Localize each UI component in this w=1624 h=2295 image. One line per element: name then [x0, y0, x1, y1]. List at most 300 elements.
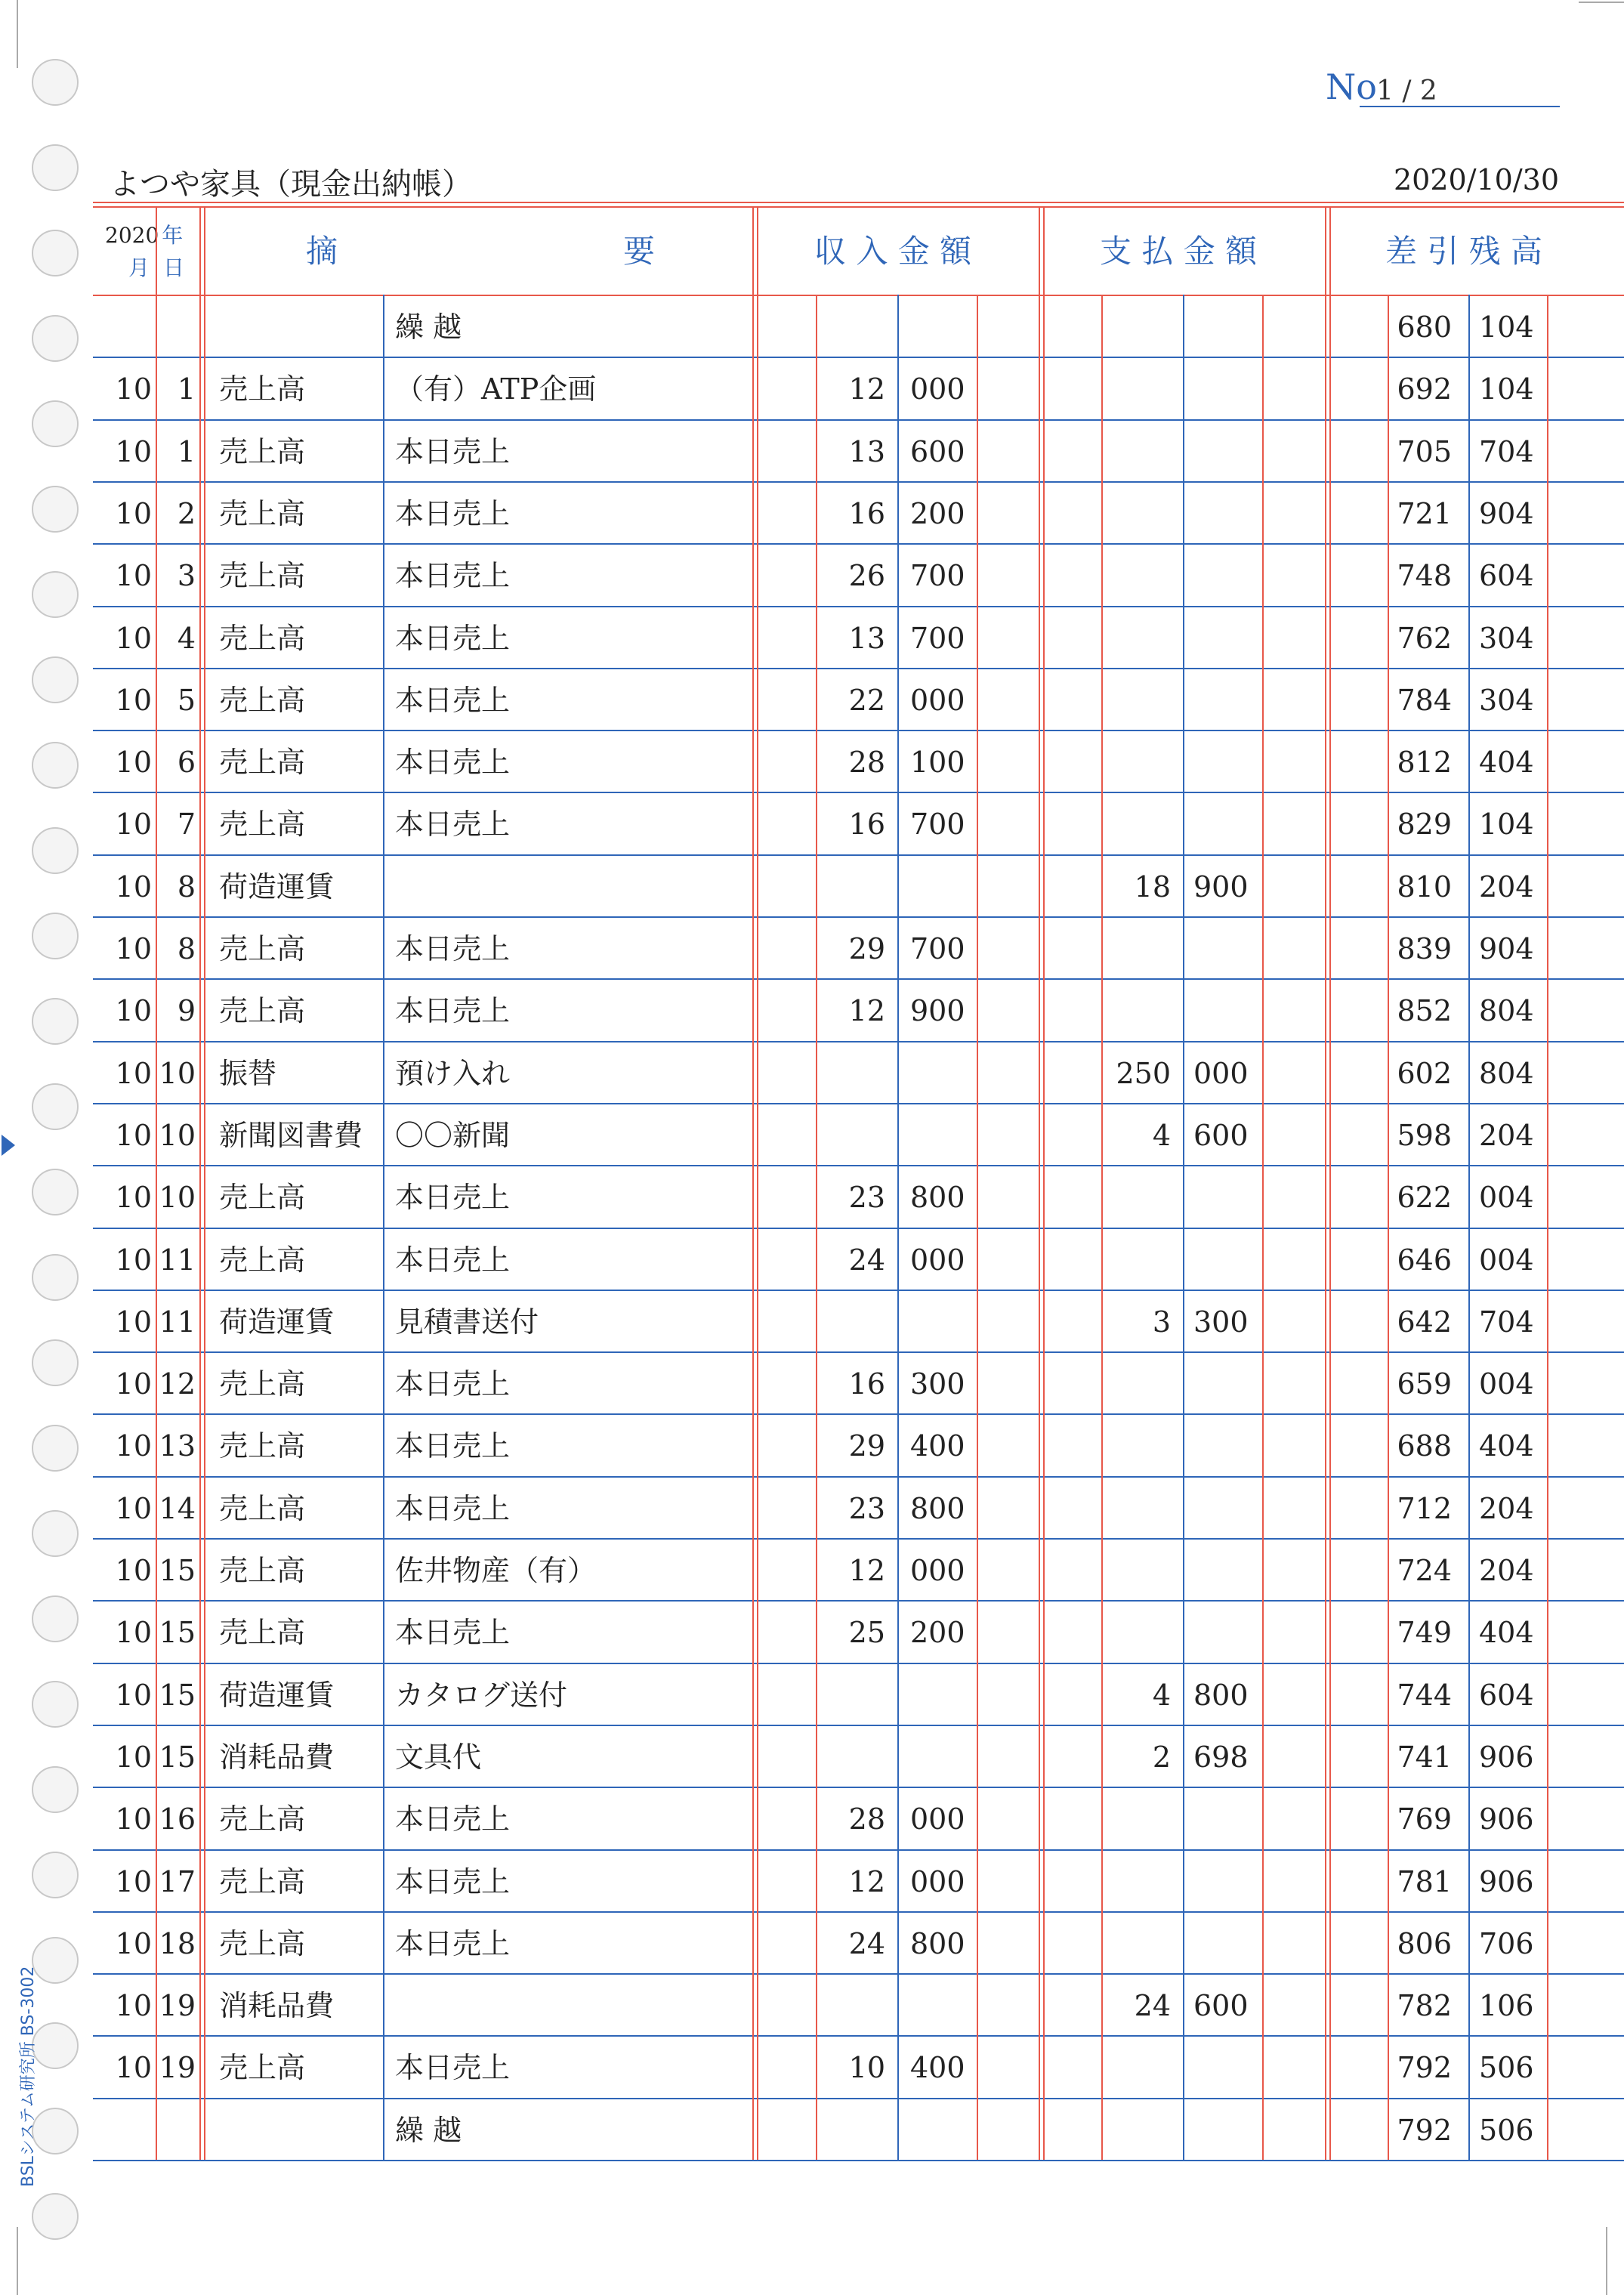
binder-hole — [32, 230, 79, 276]
day-cell: 8 — [177, 932, 196, 965]
grid-line — [93, 1165, 1624, 1166]
binder-hole — [32, 1852, 79, 1898]
grid-line — [93, 916, 1624, 918]
grid-line — [816, 295, 817, 2160]
description-cell: 本日売上 — [395, 1926, 511, 1960]
balance-thousands-cell: 721 — [1397, 496, 1452, 530]
binder-hole — [32, 1339, 79, 1386]
grid-line — [93, 419, 1624, 421]
balance-thousands-cell: 782 — [1397, 1989, 1452, 2023]
description-cell: 預け入れ — [395, 1056, 511, 1090]
payment-units-cell: 800 — [1193, 1678, 1249, 1712]
side-label: BSLシステム研究所 BS-3002 — [19, 1966, 38, 2187]
payment-header: 支 払 金 額 — [1100, 233, 1258, 270]
day-cell: 2 — [177, 496, 196, 530]
day-cell: 15 — [159, 1678, 196, 1712]
month-cell: 10 — [115, 1864, 152, 1898]
grid-line — [93, 1103, 1624, 1104]
page-number-label — [1326, 66, 1377, 107]
category-cell: 売上高 — [219, 1243, 306, 1277]
income-thousands-cell: 29 — [848, 932, 885, 965]
income-thousands-cell: 10 — [848, 2051, 885, 2085]
binder-hole — [32, 59, 79, 106]
category-cell: 新聞図書費 — [219, 1118, 363, 1152]
income-units-cell: 700 — [910, 808, 965, 842]
balance-thousands-cell: 741 — [1397, 1740, 1452, 1774]
binder-hole — [32, 486, 79, 533]
grid-line — [156, 206, 157, 2160]
category-cell: 売上高 — [219, 1554, 306, 1587]
month-cell: 10 — [115, 1989, 152, 2023]
grid-line — [93, 2160, 1624, 2161]
description-cell: 本日売上 — [395, 746, 511, 780]
day-cell: 16 — [159, 1802, 196, 1836]
grid-line — [1039, 206, 1040, 2160]
binder-hole — [32, 998, 79, 1045]
income-units-cell: 000 — [910, 1864, 965, 1898]
month-cell: 10 — [115, 434, 152, 468]
grid-line — [757, 206, 758, 2160]
balance-units-cell: 304 — [1479, 683, 1534, 717]
category-cell: 売上高 — [219, 1926, 306, 1960]
balance-thousands-cell: 749 — [1397, 1616, 1452, 1650]
day-cell: 12 — [159, 1367, 196, 1401]
month-cell: 10 — [115, 496, 152, 530]
description-cell: 本日売上 — [395, 1491, 511, 1525]
grid-line — [93, 1351, 1624, 1353]
balance-units-cell: 004 — [1479, 1367, 1534, 1401]
income-thousands-cell: 26 — [848, 559, 885, 593]
description-cell: 本日売上 — [395, 683, 511, 717]
month-cell: 10 — [115, 932, 152, 965]
balance-thousands-cell: 646 — [1397, 1243, 1452, 1277]
grid-line — [93, 1228, 1624, 1229]
month-cell: 10 — [115, 808, 152, 842]
balance-units-cell: 004 — [1479, 1243, 1534, 1277]
grid-line — [93, 357, 1624, 358]
category-cell: 売上高 — [219, 808, 306, 842]
month-cell: 10 — [115, 1554, 152, 1587]
grid-line — [93, 2035, 1624, 2037]
month-cell: 10 — [115, 1429, 152, 1463]
balance-units-cell: 404 — [1479, 746, 1534, 780]
grid-line — [1547, 295, 1548, 2160]
grid-line — [93, 1538, 1624, 1540]
binder-hole — [32, 1937, 79, 1984]
income-units-cell: 700 — [910, 621, 965, 655]
grid-line — [93, 792, 1624, 793]
income-units-cell: 300 — [910, 1367, 965, 1401]
category-cell: 売上高 — [219, 746, 306, 780]
balance-thousands-cell: 806 — [1397, 1926, 1452, 1960]
category-cell: 振替 — [219, 1056, 277, 1090]
grid-line — [1325, 206, 1326, 2160]
day-cell: 19 — [159, 1989, 196, 2023]
month-cell: 10 — [115, 746, 152, 780]
year-value: 2020 — [105, 223, 159, 248]
grid-line — [93, 1849, 1624, 1851]
balance-thousands-cell: 688 — [1397, 1429, 1452, 1463]
grid-line — [93, 978, 1624, 980]
grid-line — [93, 1973, 1624, 1975]
balance-units-cell: 804 — [1479, 994, 1534, 1028]
binder-hole — [32, 2108, 79, 2154]
income-thousands-cell: 28 — [848, 1802, 885, 1836]
page-number: 1 / 2 — [1376, 76, 1437, 107]
description-cell: 本日売上 — [395, 1802, 511, 1836]
grid-line — [1043, 206, 1045, 2160]
income-thousands-cell: 16 — [848, 496, 885, 530]
month-mark: 月 — [128, 255, 150, 280]
grid-line — [93, 1663, 1624, 1664]
balance-thousands-cell: 724 — [1397, 1554, 1452, 1587]
day-cell: 8 — [177, 870, 196, 903]
income-units-cell: 800 — [910, 1926, 965, 1960]
binder-hole — [32, 1510, 79, 1557]
balance-thousands-cell: 692 — [1397, 372, 1452, 406]
description-header-right: 要 — [623, 233, 656, 270]
year-label — [105, 219, 183, 249]
balance-thousands-cell: 784 — [1397, 683, 1452, 717]
income-thousands-cell: 28 — [848, 746, 885, 780]
balance-thousands-cell: 680 — [1397, 310, 1452, 344]
balance-units-cell: 304 — [1479, 621, 1534, 655]
description-cell: 本日売上 — [395, 808, 511, 842]
balance-thousands-cell: 642 — [1397, 1305, 1452, 1339]
grid-line — [383, 295, 384, 2160]
binder-hole — [32, 571, 79, 618]
description-cell: （有）ATP企画 — [395, 372, 597, 406]
category-cell: 荷造運賃 — [219, 1305, 335, 1339]
income-thousands-cell: 24 — [848, 1926, 885, 1960]
income-units-cell: 400 — [910, 1429, 965, 1463]
description-header-left: 摘 — [306, 233, 338, 270]
category-cell: 売上高 — [219, 683, 306, 717]
month-cell: 10 — [115, 1056, 152, 1090]
income-thousands-cell: 29 — [848, 1429, 885, 1463]
month-cell: 10 — [115, 1926, 152, 1960]
payment-units-cell: 900 — [1193, 870, 1249, 903]
description-cell: 〇〇新聞 — [395, 1118, 511, 1152]
binder-hole — [32, 827, 79, 874]
income-units-cell: 200 — [910, 1616, 965, 1650]
day-cell: 13 — [159, 1429, 196, 1463]
grid-line — [93, 1725, 1624, 1726]
payment-units-cell: 698 — [1193, 1740, 1249, 1774]
grid-line — [93, 202, 1624, 203]
balance-units-cell: 104 — [1479, 372, 1534, 406]
grid-line — [1183, 295, 1184, 2160]
category-cell: 売上高 — [219, 621, 306, 655]
payment-thousands-cell: 250 — [1116, 1056, 1171, 1090]
grid-line — [93, 481, 1624, 483]
balance-units-cell: 706 — [1479, 1926, 1534, 1960]
category-cell: 売上高 — [219, 932, 306, 965]
month-cell: 10 — [115, 1181, 152, 1215]
month-cell: 10 — [115, 994, 152, 1028]
income-thousands-cell: 24 — [848, 1243, 885, 1277]
grid-line — [93, 1413, 1624, 1415]
month-cell: 10 — [115, 1305, 152, 1339]
category-cell: 売上高 — [219, 1864, 306, 1898]
income-thousands-cell: 23 — [848, 1181, 885, 1215]
binder-hole — [32, 1083, 79, 1130]
income-units-cell: 800 — [910, 1181, 965, 1215]
income-units-cell: 000 — [910, 372, 965, 406]
month-cell: 10 — [115, 1802, 152, 1836]
balance-units-cell: 906 — [1479, 1740, 1534, 1774]
income-thousands-cell: 22 — [848, 683, 885, 717]
grid-line — [1101, 295, 1103, 2160]
balance-thousands-cell: 769 — [1397, 1802, 1452, 1836]
category-cell: 売上高 — [219, 2051, 306, 2085]
binder-hole — [32, 315, 79, 362]
day-cell: 1 — [177, 372, 196, 406]
description-cell: 本日売上 — [395, 1367, 511, 1401]
day-cell: 14 — [159, 1491, 196, 1525]
month-cell: 10 — [115, 1616, 152, 1650]
binder-hole — [32, 742, 79, 789]
grid-line — [93, 206, 1624, 208]
grid-line — [93, 730, 1624, 731]
day-cell: 15 — [159, 1740, 196, 1774]
month-cell: 10 — [115, 1243, 152, 1277]
income-units-cell: 000 — [910, 1554, 965, 1587]
corner-mark — [1579, 0, 1624, 3]
income-units-cell: 100 — [910, 746, 965, 780]
category-cell: 消耗品費 — [219, 1989, 335, 2023]
grid-line — [1262, 295, 1264, 2160]
income-header: 収 入 金 額 — [814, 233, 972, 270]
balance-units-cell: 404 — [1479, 1616, 1534, 1650]
income-units-cell: 000 — [910, 1802, 965, 1836]
ledger-date: 2020/10/30 — [1394, 163, 1560, 196]
description-cell: 繰 越 — [395, 310, 462, 344]
income-units-cell: 700 — [910, 932, 965, 965]
category-cell: 売上高 — [219, 372, 306, 406]
description-cell: 本日売上 — [395, 434, 511, 468]
balance-units-cell: 204 — [1479, 1118, 1534, 1152]
category-cell: 売上高 — [219, 496, 306, 530]
payment-units-cell: 600 — [1193, 1118, 1249, 1152]
income-thousands-cell: 16 — [848, 808, 885, 842]
month-cell: 10 — [115, 621, 152, 655]
payment-units-cell: 300 — [1193, 1305, 1249, 1339]
balance-units-cell: 506 — [1479, 2113, 1534, 2147]
balance-thousands-cell: 598 — [1397, 1118, 1452, 1152]
grid-line — [897, 295, 899, 2160]
category-cell: 売上高 — [219, 1367, 306, 1401]
month-cell: 10 — [115, 1118, 152, 1152]
balance-thousands-cell: 748 — [1397, 559, 1452, 593]
binder-hole — [32, 1169, 79, 1215]
balance-thousands-cell: 602 — [1397, 1056, 1452, 1090]
grid-line — [93, 854, 1624, 856]
month-cell: 10 — [115, 1491, 152, 1525]
grid-line — [93, 1476, 1624, 1478]
day-cell: 1 — [177, 434, 196, 468]
day-cell: 15 — [159, 1616, 196, 1650]
description-cell: 本日売上 — [395, 994, 511, 1028]
page-number-underline — [1360, 106, 1560, 107]
binder-hole — [32, 2193, 79, 2240]
description-cell: 本日売上 — [395, 1181, 511, 1215]
month-cell: 10 — [115, 1367, 152, 1401]
income-units-cell: 900 — [910, 994, 965, 1028]
binder-hole — [32, 2022, 79, 2069]
description-cell: 本日売上 — [395, 1243, 511, 1277]
balance-thousands-cell: 792 — [1397, 2051, 1452, 2085]
day-mark: 日 — [163, 255, 185, 280]
balance-thousands-cell: 744 — [1397, 1678, 1452, 1712]
description-cell: 佐井物産（有） — [395, 1554, 597, 1587]
binder-hole — [32, 1766, 79, 1813]
category-cell: 荷造運賃 — [219, 870, 335, 903]
category-cell: 売上高 — [219, 434, 306, 468]
income-units-cell: 700 — [910, 559, 965, 593]
income-thousands-cell: 12 — [848, 994, 885, 1028]
day-cell: 3 — [177, 559, 196, 593]
binder-hole — [32, 656, 79, 703]
year-mark: 年 — [162, 223, 184, 248]
balance-units-cell: 104 — [1479, 808, 1534, 842]
grid-line — [93, 606, 1624, 607]
balance-units-cell: 604 — [1479, 559, 1534, 593]
income-units-cell: 200 — [910, 496, 965, 530]
corner-mark — [0, 2227, 18, 2295]
corner-mark — [0, 0, 18, 68]
payment-thousands-cell: 3 — [1152, 1305, 1171, 1339]
category-cell: 荷造運賃 — [219, 1678, 335, 1712]
balance-units-cell: 204 — [1479, 870, 1534, 903]
income-units-cell: 800 — [910, 1491, 965, 1525]
payment-thousands-cell: 18 — [1134, 870, 1171, 903]
grid-line — [93, 1290, 1624, 1291]
grid-line — [204, 206, 205, 2160]
description-cell: 本日売上 — [395, 559, 511, 593]
balance-header: 差 引 残 高 — [1385, 233, 1543, 270]
grid-line — [1468, 295, 1470, 2160]
day-cell: 18 — [159, 1926, 196, 1960]
description-cell: 本日売上 — [395, 496, 511, 530]
corner-mark — [1606, 2227, 1624, 2295]
no-label: No — [1326, 66, 1377, 107]
payment-units-cell: 600 — [1193, 1989, 1249, 2023]
month-cell: 10 — [115, 683, 152, 717]
balance-thousands-cell: 792 — [1397, 2113, 1452, 2147]
category-cell: 消耗品費 — [219, 1740, 335, 1774]
binder-hole — [32, 400, 79, 447]
balance-thousands-cell: 781 — [1397, 1864, 1452, 1898]
day-cell: 17 — [159, 1864, 196, 1898]
grid-line — [93, 295, 1624, 296]
description-cell: カタログ送付 — [395, 1678, 568, 1712]
category-cell: 売上高 — [219, 559, 306, 593]
balance-units-cell: 904 — [1479, 496, 1534, 530]
income-units-cell: 600 — [910, 434, 965, 468]
balance-thousands-cell: 712 — [1397, 1491, 1452, 1525]
day-cell: 5 — [177, 683, 196, 717]
side-marker-icon — [2, 1135, 15, 1156]
day-cell: 10 — [159, 1056, 196, 1090]
balance-units-cell: 104 — [1479, 310, 1534, 344]
balance-units-cell: 704 — [1479, 1305, 1534, 1339]
income-units-cell: 400 — [910, 2051, 965, 2085]
grid-line — [1388, 295, 1389, 2160]
day-cell: 9 — [177, 994, 196, 1028]
balance-thousands-cell: 705 — [1397, 434, 1452, 468]
description-cell: 文具代 — [395, 1740, 482, 1774]
month-cell: 10 — [115, 1678, 152, 1712]
day-cell: 11 — [159, 1305, 196, 1339]
balance-thousands-cell: 839 — [1397, 932, 1452, 965]
description-cell: 本日売上 — [395, 1616, 511, 1650]
description-cell: 本日売上 — [395, 1429, 511, 1463]
binder-hole — [32, 1595, 79, 1642]
income-thousands-cell: 25 — [848, 1616, 885, 1650]
payment-units-cell: 000 — [1193, 1056, 1249, 1090]
grid-line — [93, 1600, 1624, 1602]
description-cell: 本日売上 — [395, 2051, 511, 2085]
grid-line — [93, 1911, 1624, 1913]
category-cell: 売上高 — [219, 1491, 306, 1525]
category-cell: 売上高 — [219, 1802, 306, 1836]
day-cell: 10 — [159, 1181, 196, 1215]
description-cell: 繰 越 — [395, 2113, 462, 2147]
grid-line — [752, 206, 754, 2160]
binder-hole — [32, 913, 79, 959]
binder-hole — [32, 1425, 79, 1472]
balance-thousands-cell: 852 — [1397, 994, 1452, 1028]
description-cell: 本日売上 — [395, 621, 511, 655]
month-cell: 10 — [115, 559, 152, 593]
day-cell: 6 — [177, 746, 196, 780]
grid-line — [93, 1787, 1624, 1788]
month-cell: 10 — [115, 372, 152, 406]
category-cell: 売上高 — [219, 994, 306, 1028]
balance-units-cell: 804 — [1479, 1056, 1534, 1090]
payment-thousands-cell: 24 — [1134, 1989, 1171, 2023]
payment-thousands-cell: 4 — [1152, 1118, 1171, 1152]
income-units-cell: 000 — [910, 1243, 965, 1277]
grid-line — [93, 668, 1624, 669]
payment-thousands-cell: 2 — [1152, 1740, 1171, 1774]
grid-line — [199, 206, 201, 2160]
category-cell: 売上高 — [219, 1181, 306, 1215]
binder-hole — [32, 144, 79, 191]
income-thousands-cell: 23 — [848, 1491, 885, 1525]
grid-line — [977, 295, 978, 2160]
balance-thousands-cell: 762 — [1397, 621, 1452, 655]
ledger-title: よつや家具（現金出納帳） — [110, 167, 472, 202]
day-cell: 15 — [159, 1554, 196, 1587]
day-cell: 11 — [159, 1243, 196, 1277]
balance-units-cell: 506 — [1479, 2051, 1534, 2085]
income-thousands-cell: 16 — [848, 1367, 885, 1401]
income-thousands-cell: 12 — [848, 1864, 885, 1898]
balance-thousands-cell: 812 — [1397, 746, 1452, 780]
balance-thousands-cell: 829 — [1397, 808, 1452, 842]
day-cell: 10 — [159, 1118, 196, 1152]
description-cell: 本日売上 — [395, 932, 511, 965]
grid-line — [93, 1041, 1624, 1042]
balance-thousands-cell: 659 — [1397, 1367, 1452, 1401]
balance-thousands-cell: 810 — [1397, 870, 1452, 903]
balance-units-cell: 004 — [1479, 1181, 1534, 1215]
payment-thousands-cell: 4 — [1152, 1678, 1171, 1712]
balance-units-cell: 604 — [1479, 1678, 1534, 1712]
description-cell: 本日売上 — [395, 1864, 511, 1898]
